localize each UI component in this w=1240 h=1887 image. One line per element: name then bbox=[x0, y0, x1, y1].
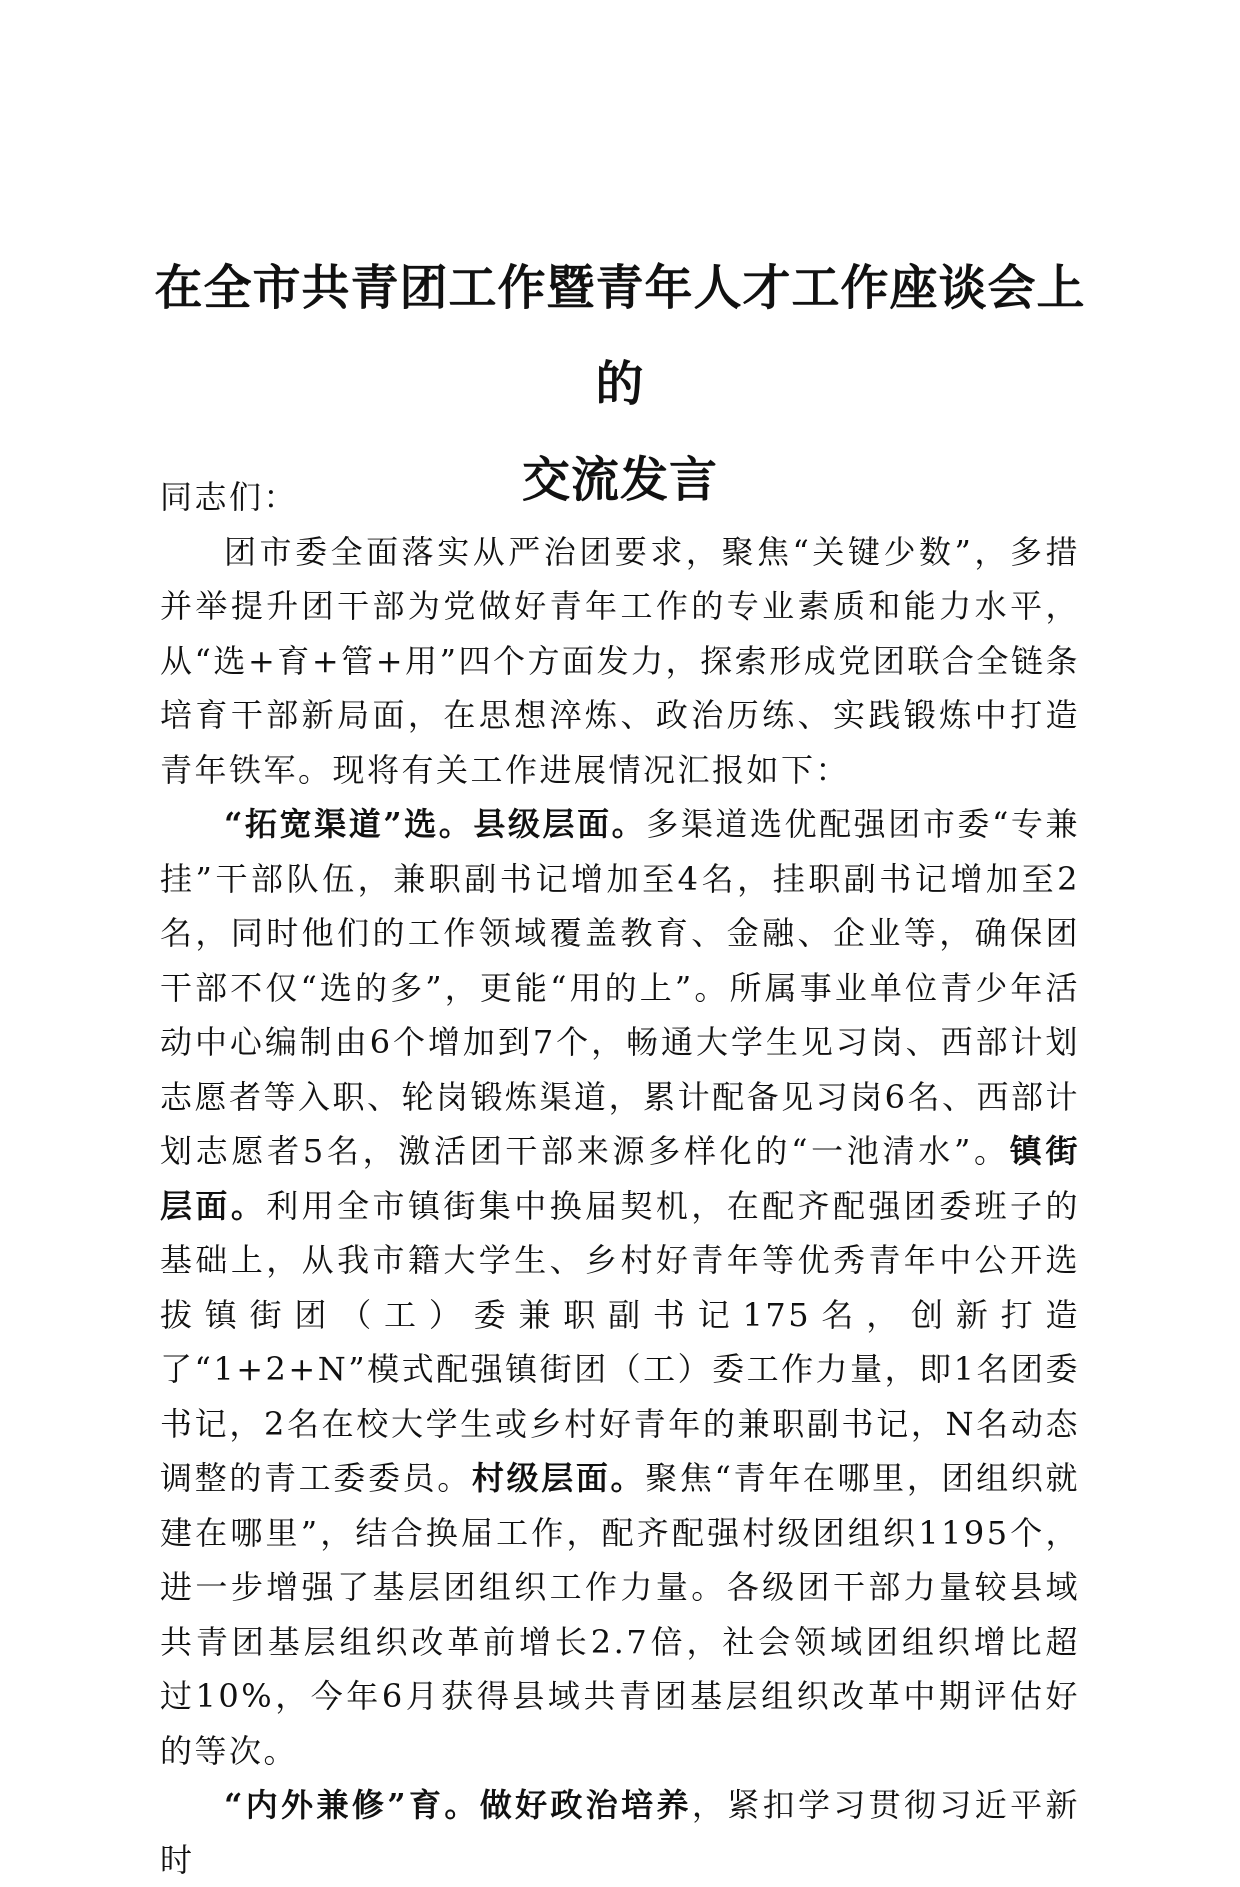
county-level-text: 多渠道选优配强团市委“专兼挂”干部队伍，兼职副书记增加至4名，挂职副书记增加至2名，同时他们的工作领域覆盖教育、金融、企业等，确保团干部不仅“选的多”，更能“用的上”。所属事业单位青少年活动中心编制由6个增加到7个，畅通大学生见习岗、西部计划志愿者等入职、轮岗锻炼渠道，累计配备见习岗6名、西部计划志愿者5名，激活团干部来源多样化的“一池清水”。 bbox=[160, 805, 1080, 1170]
cultivate-paragraph bbox=[160, 1778, 1080, 1887]
intro-paragraph: 团市委全面落实从严治团要求，聚焦“关键少数”，多措并举提升团干部为党做好青年工作的专业素质和能力水平，从“选+育+管+用”四个方面发力，探索形成党团联合全链条培育干部新局面，在思想淬炼、政治历练、实践锻炼中打造青年铁军。现将有关工作进展情况汇报如下： bbox=[160, 532, 1080, 789]
title-line-1: 在全市共青团工作暨青年人才工作座谈会上的 bbox=[154, 260, 1086, 412]
politics-label: 做好政治培养 bbox=[479, 1786, 692, 1824]
politics-text: ，紧扣学习贯彻习近平新时 bbox=[160, 1786, 1080, 1879]
select-paragraph bbox=[160, 797, 1080, 1778]
town-level-text: 利用全市镇街集中换届契机，在配齐配强团委班子的基础上，从我市籍大学生、乡村好青年等优秀青年中公开选拔镇街团（工）委兼职副书记175名，创新打造了“1+2+N”模式配强镇街团（工）委工作力量，即1名团委书记，2名在校大学生或乡村好青年的兼职副书记，N名动态调整的青工委委员。 bbox=[160, 1186, 1080, 1497]
county-level-label: 县级层面。 bbox=[473, 805, 647, 843]
document-body bbox=[160, 470, 1080, 1887]
salutation: 同志们： bbox=[160, 478, 299, 516]
title-line-2: 交流发言 bbox=[521, 452, 718, 508]
town-level-label: 镇街层面。 bbox=[160, 1132, 1080, 1225]
village-level-label: 村级层面。 bbox=[471, 1459, 646, 1497]
select-heading: “拓宽渠道”选。 bbox=[224, 805, 474, 843]
village-level-text: 聚焦“青年在哪里，团组织就建在哪里”，结合换届工作，配齐配强村级团组织1195个，进一步增强了基层团组织工作力量。各级团干部力量较县域共青团基层组织改革前增长2.7倍，社会领域团组织增比超过10%，今年6月获得县域共青团基层组织改革中期评估好的等次。 bbox=[160, 1459, 1080, 1770]
cultivate-heading: “内外兼修”育。 bbox=[224, 1786, 480, 1824]
